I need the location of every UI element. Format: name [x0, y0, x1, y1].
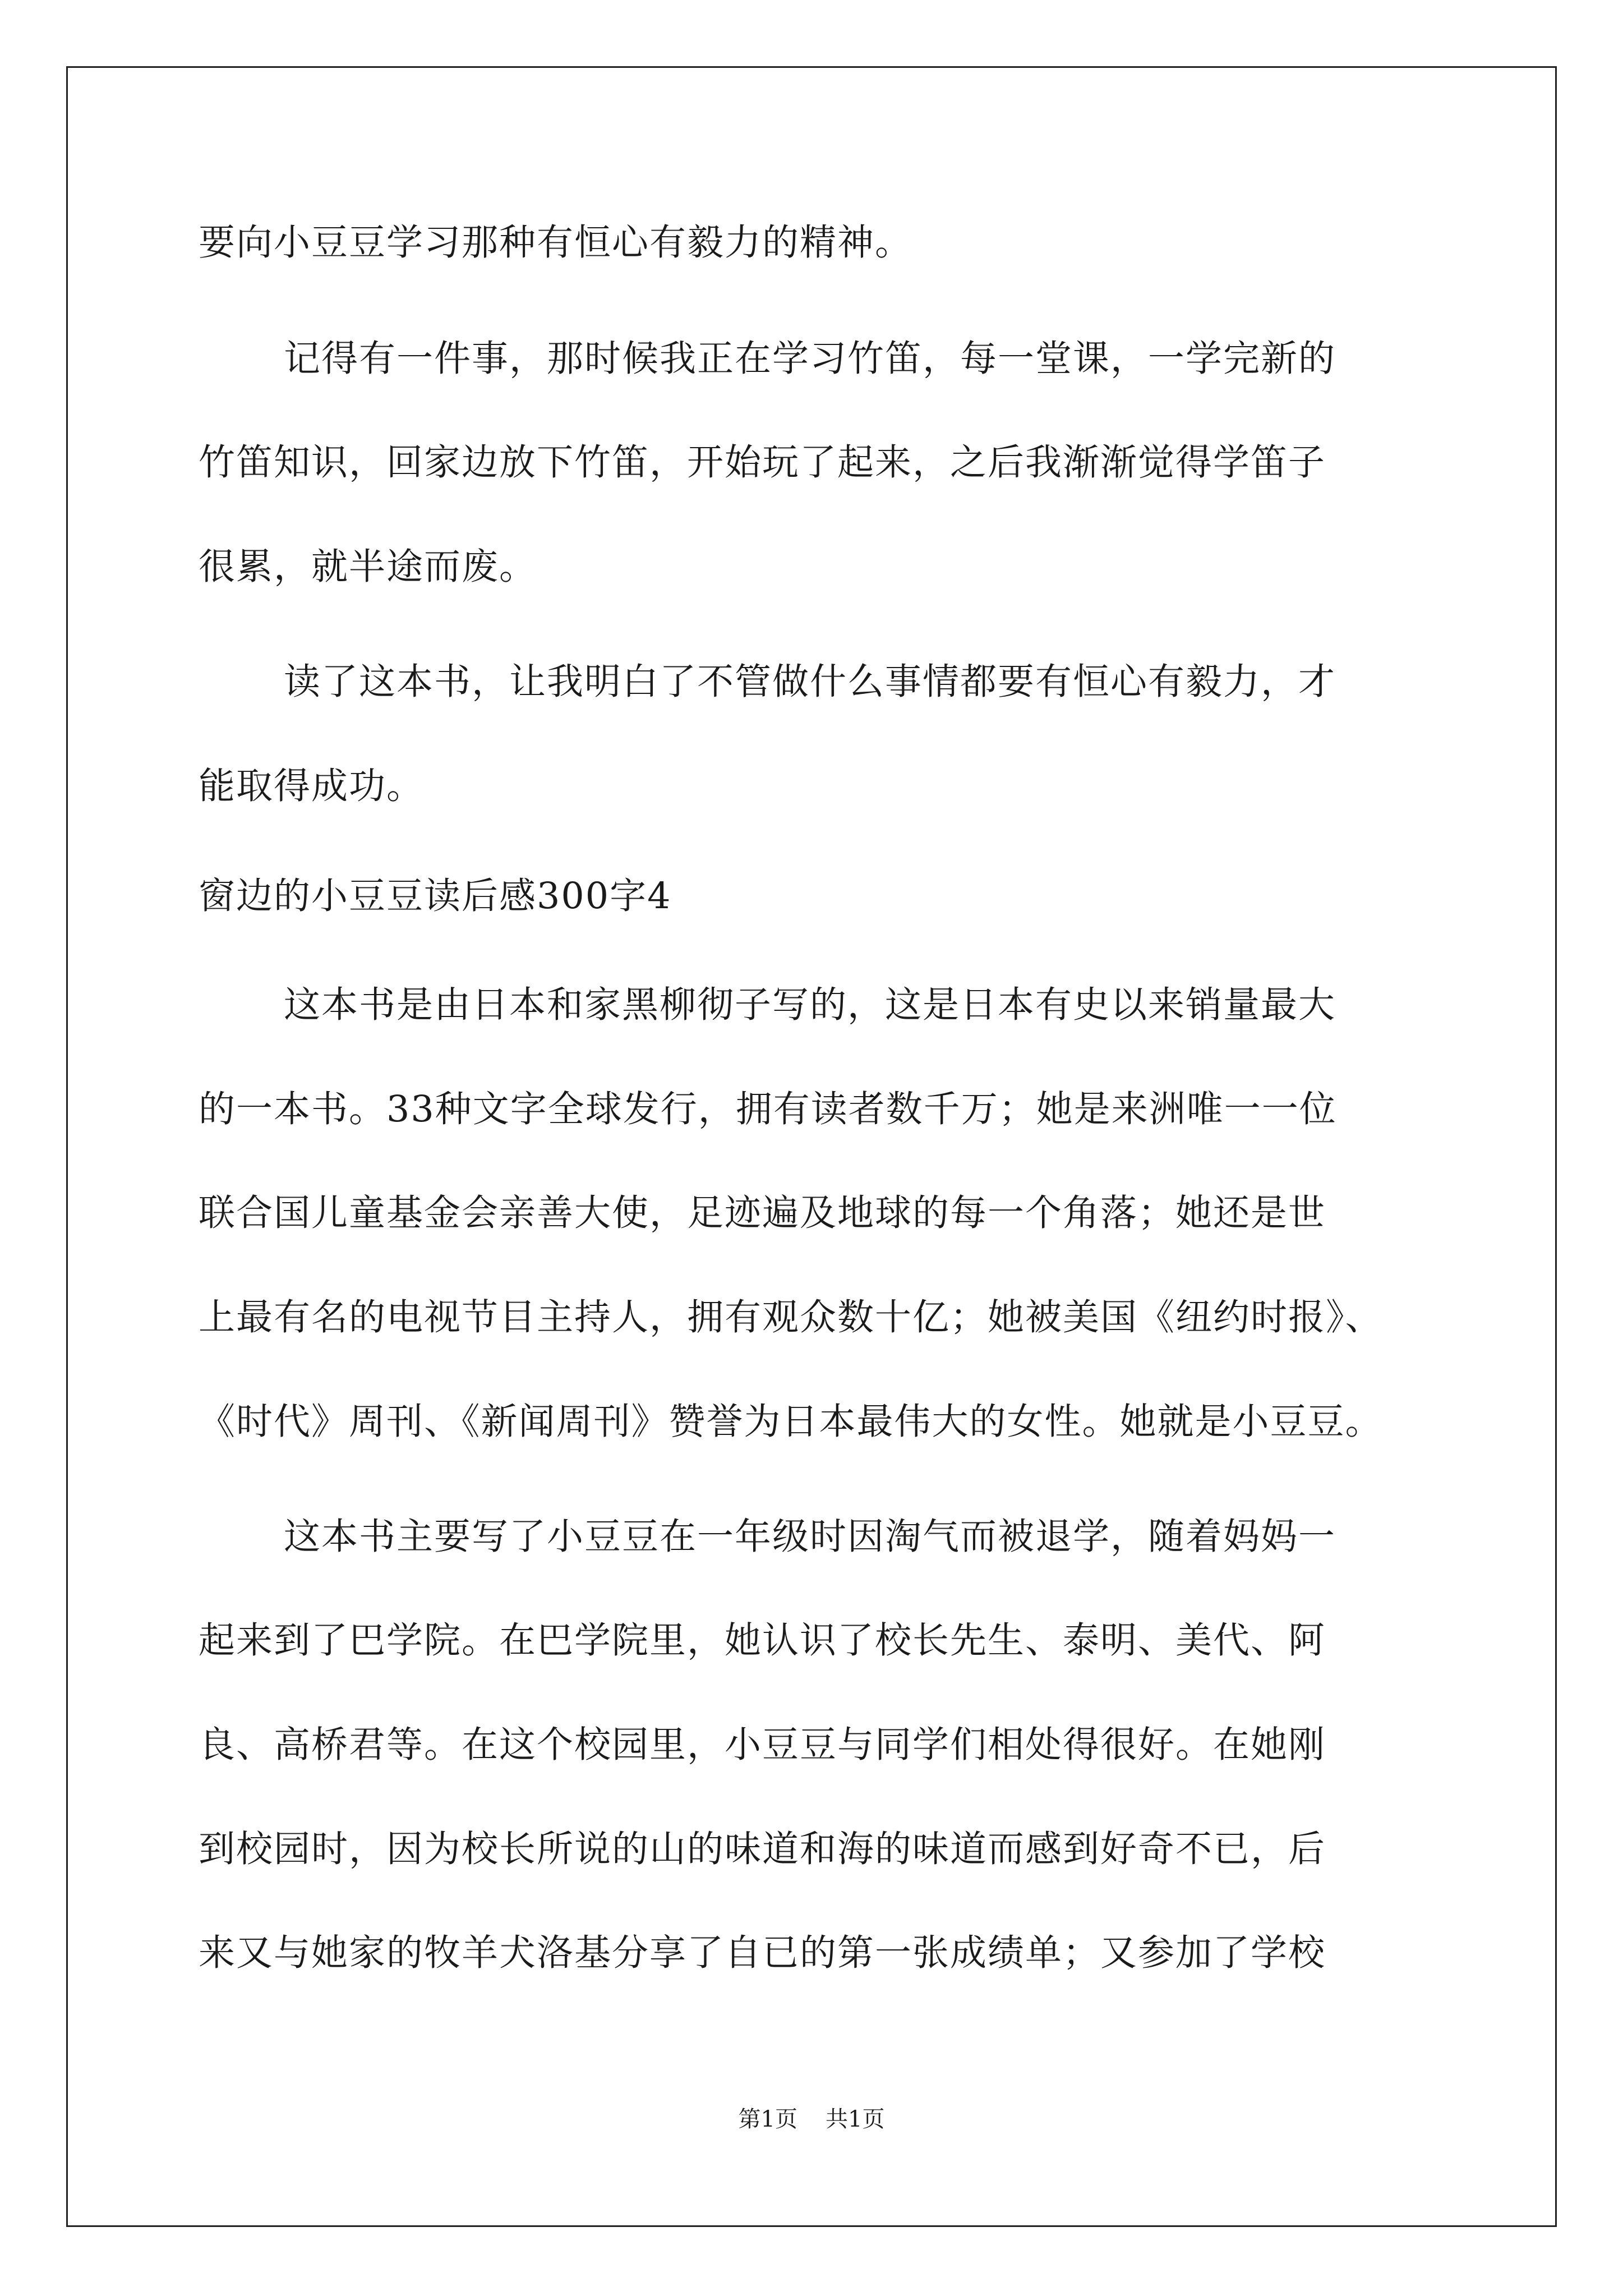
page-border — [66, 66, 1557, 2227]
paragraph-line: 《时代》周刊、《新闻周刊》赞誉为日本最伟大的女性。她就是小豆豆。 — [199, 1401, 1383, 1443]
paragraph-line: 竹笛知识，回家边放下竹笛，开始玩了起来，之后我渐渐觉得学笛子 — [199, 441, 1326, 484]
paragraph-line: 要向小豆豆学习那种有恒心有毅力的精神。 — [199, 222, 913, 264]
paragraph-line: 良、高桥君等。在这个校园里，小豆豆与同学们相处得很好。在她刚 — [199, 1724, 1326, 1766]
page-footer — [0, 2102, 1623, 2136]
section-heading: 窗边的小豆豆读后感300字4 — [199, 875, 672, 917]
paragraph-line: 上最有名的电视节目主持人，拥有观众数十亿；她被美国《纽约时报》、 — [199, 1296, 1383, 1338]
paragraph-line: 联合国儿童基金会亲善大使，足迹遍及地球的每一个角落；她还是世 — [199, 1192, 1326, 1234]
paragraph-line: 这本书主要写了小豆豆在一年级时因淘气而被退学，随着妈妈一 — [284, 1516, 1336, 1558]
paragraph-line: 来又与她家的牧羊犬洛基分享了自已的第一张成绩单；又参加了学校 — [199, 1932, 1326, 1974]
page-number: 第1页 — [738, 2106, 797, 2132]
page-total: 共1页 — [826, 2106, 885, 2132]
paragraph-line: 能取得成功。 — [199, 765, 425, 807]
paragraph-line: 这本书是由日本和家黑柳彻子写的，这是日本有史以来销量最大 — [284, 984, 1336, 1026]
paragraph-line: 到校园时，因为校长所说的山的味道和海的味道而感到好奇不已，后 — [199, 1828, 1326, 1870]
paragraph-line: 读了这本书，让我明白了不管做什么事情都要有恒心有毅力，才 — [284, 661, 1336, 703]
paragraph-line: 的一本书。33种文字全球发行，拥有读者数千万；她是来洲唯一一位 — [199, 1088, 1337, 1130]
paragraph-line: 起来到了巴学院。在巴学院里，她认识了校长先生、泰明、美代、阿 — [199, 1619, 1326, 1662]
paragraph-line: 很累，就半途而废。 — [199, 546, 537, 588]
paragraph-line: 记得有一件事，那时候我正在学习竹笛，每一堂课，一学完新的 — [284, 338, 1336, 380]
